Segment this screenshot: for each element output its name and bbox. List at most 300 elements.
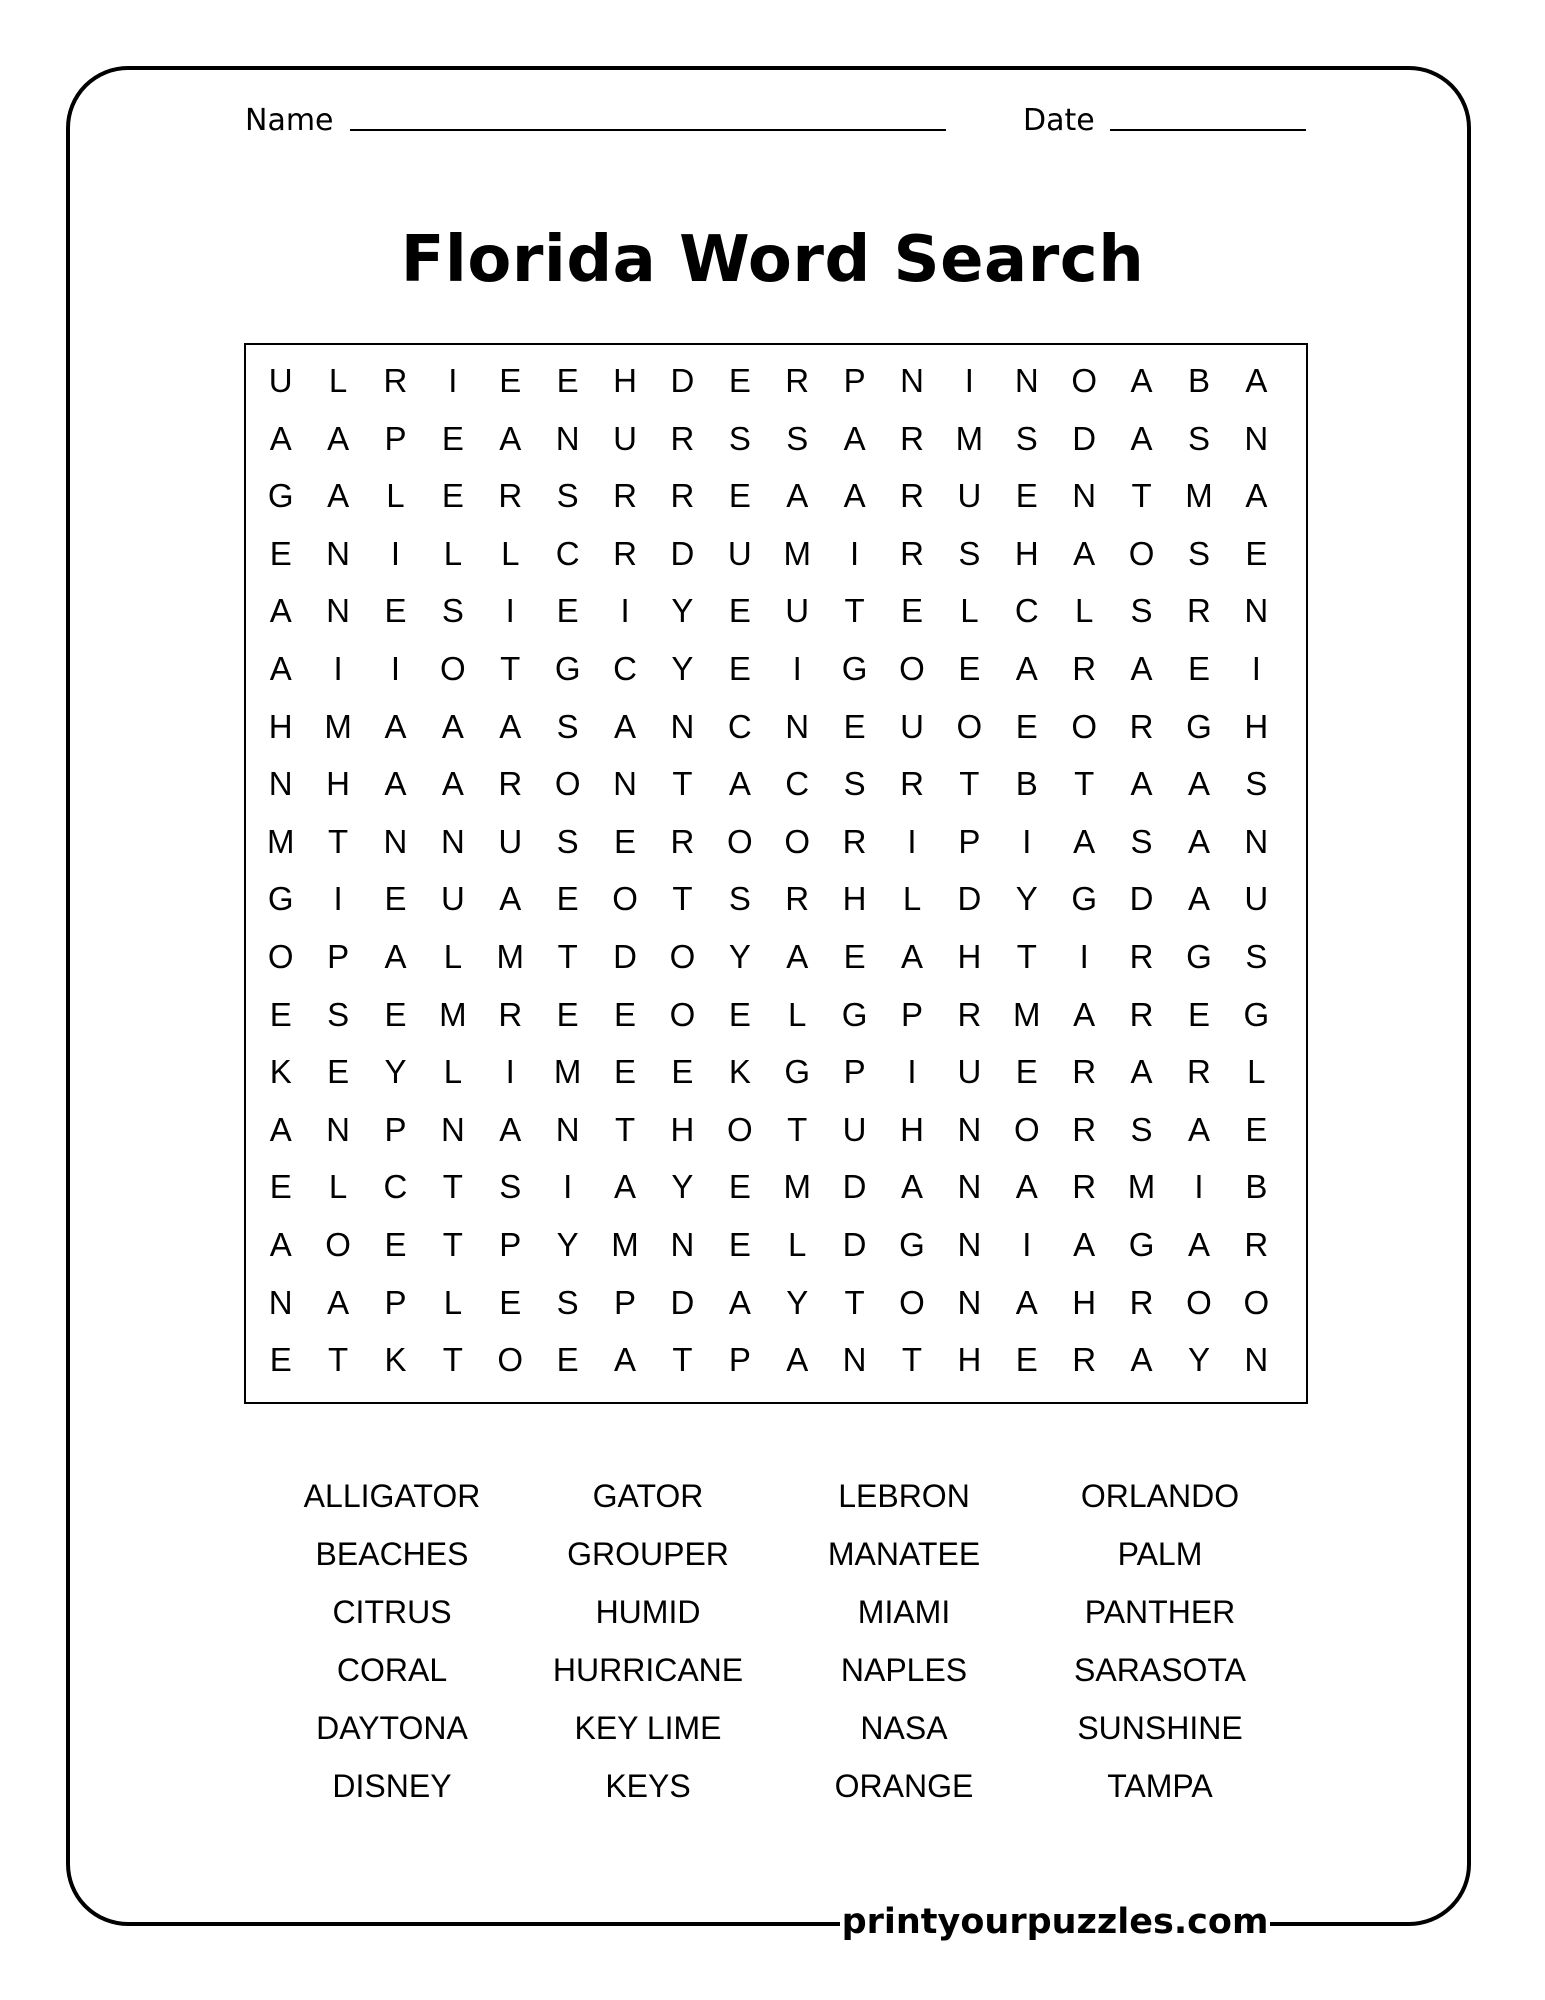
grid-cell[interactable]: A (269, 592, 292, 630)
grid-cell[interactable]: B (1015, 765, 1038, 803)
grid-cell[interactable]: N (900, 362, 924, 399)
grid-cell[interactable]: L (501, 534, 520, 572)
grid-cell[interactable]: D (957, 880, 982, 918)
grid-cell[interactable]: A (843, 477, 866, 515)
grid-cell[interactable]: G (1186, 707, 1212, 745)
grid-cell[interactable]: E (900, 592, 923, 630)
grid-cell[interactable]: S (1130, 592, 1153, 630)
grid-cell[interactable]: I (1022, 822, 1032, 860)
grid-cell[interactable]: G (1128, 1225, 1155, 1263)
grid-cell[interactable]: B (1187, 362, 1210, 399)
grid-cell[interactable]: R (900, 534, 924, 572)
grid-cell[interactable]: H (900, 1110, 924, 1148)
grid-cell[interactable]: D (1072, 419, 1097, 457)
grid-cell[interactable]: E (728, 649, 751, 687)
grid-cell[interactable]: K (384, 1341, 407, 1379)
grid-cell[interactable]: R (1072, 1341, 1097, 1379)
grid-cell[interactable]: Y (728, 937, 751, 975)
grid-cell[interactable]: A (441, 707, 464, 745)
grid-cell[interactable]: U (1244, 880, 1269, 918)
grid-cell[interactable]: N (957, 1110, 982, 1148)
grid-cell[interactable]: T (442, 1225, 463, 1263)
grid-cell[interactable]: T (672, 1341, 693, 1379)
grid-cell[interactable]: I (620, 592, 630, 630)
grid-cell[interactable]: D (670, 362, 695, 399)
grid-cell[interactable]: L (443, 1053, 463, 1091)
grid-cell[interactable]: A (1187, 1110, 1210, 1148)
grid-cell[interactable]: O (1128, 534, 1155, 572)
grid-cell[interactable]: R (1187, 1053, 1211, 1091)
grid-cell[interactable]: E (1245, 1110, 1268, 1148)
grid-cell[interactable]: S (1245, 937, 1268, 975)
grid-cell[interactable]: H (957, 1341, 982, 1379)
grid-cell[interactable]: N (785, 707, 810, 745)
grid-cell[interactable]: S (1130, 1110, 1153, 1148)
grid-cell[interactable]: R (900, 419, 924, 457)
grid-cell[interactable]: I (333, 880, 343, 918)
grid-cell[interactable]: T (614, 1110, 636, 1148)
grid-cell[interactable]: S (1130, 822, 1153, 860)
grid-cell[interactable]: D (670, 1283, 695, 1321)
grid-cell[interactable]: E (269, 534, 292, 572)
grid-cell[interactable]: A (1130, 419, 1153, 457)
grid-cell[interactable]: A (786, 1341, 809, 1379)
grid-cell[interactable]: R (1187, 592, 1211, 630)
grid-cell[interactable]: A (1015, 1168, 1038, 1206)
grid-cell[interactable]: U (957, 477, 982, 515)
grid-cell[interactable]: E (441, 419, 464, 457)
grid-cell[interactable]: L (960, 592, 979, 630)
grid-cell[interactable]: S (728, 419, 751, 457)
grid-cell[interactable]: H (613, 362, 637, 399)
grid-cell[interactable]: U (613, 419, 637, 457)
grid-cell[interactable]: A (1187, 1225, 1210, 1263)
grid-cell[interactable]: O (497, 1341, 524, 1379)
grid-cell[interactable]: E (1187, 649, 1210, 687)
grid-cell[interactable]: E (499, 362, 522, 399)
grid-cell[interactable]: B (1245, 1168, 1268, 1206)
grid-cell[interactable]: L (443, 937, 463, 975)
grid-cell[interactable]: C (1014, 592, 1039, 630)
grid-cell[interactable]: A (327, 1283, 350, 1321)
grid-cell[interactable]: R (1129, 707, 1154, 745)
grid-cell[interactable]: L (1247, 1053, 1266, 1091)
grid-cell[interactable]: T (959, 765, 980, 803)
grid-cell[interactable]: N (670, 1225, 695, 1263)
grid-cell[interactable]: T (844, 1283, 865, 1321)
grid-cell[interactable]: A (1187, 765, 1210, 803)
grid-cell[interactable]: E (1187, 995, 1210, 1033)
grid-cell[interactable]: U (498, 822, 523, 860)
grid-cell[interactable]: I (792, 649, 802, 687)
grid-cell[interactable]: E (556, 995, 579, 1033)
grid-cell[interactable]: S (1245, 765, 1268, 803)
grid-cell[interactable]: N (1014, 362, 1039, 399)
grid-cell[interactable]: O (726, 1110, 753, 1148)
grid-cell[interactable]: N (1244, 592, 1269, 630)
grid-cell[interactable]: E (556, 362, 579, 399)
grid-cell[interactable]: M (1185, 477, 1213, 515)
grid-cell[interactable]: E (556, 880, 579, 918)
grid-cell[interactable]: E (843, 937, 866, 975)
grid-cell[interactable]: C (555, 534, 580, 572)
grid-cell[interactable]: E (384, 995, 407, 1033)
grid-cell[interactable]: A (384, 937, 407, 975)
grid-cell[interactable]: S (728, 880, 751, 918)
grid-cell[interactable]: A (900, 1168, 923, 1206)
grid-cell[interactable]: S (499, 1168, 522, 1206)
grid-cell[interactable]: E (269, 1341, 292, 1379)
grid-cell[interactable]: M (783, 534, 811, 572)
grid-cell[interactable]: D (670, 534, 695, 572)
grid-cell[interactable]: T (1131, 477, 1152, 515)
grid-cell[interactable]: D (613, 937, 637, 975)
grid-cell[interactable]: M (324, 707, 352, 745)
grid-cell[interactable]: M (553, 1053, 582, 1091)
grid-cell[interactable]: L (328, 1168, 348, 1206)
grid-cell[interactable]: O (1186, 1283, 1212, 1321)
grid-cell[interactable]: T (328, 1341, 349, 1379)
grid-cell[interactable]: U (268, 362, 293, 399)
grid-cell[interactable]: A (1130, 765, 1153, 803)
grid-cell[interactable]: M (955, 419, 984, 457)
grid-cell[interactable]: K (728, 1053, 751, 1091)
grid-cell[interactable]: S (1015, 419, 1038, 457)
grid-cell[interactable]: O (726, 822, 753, 860)
grid-cell[interactable]: P (614, 1283, 637, 1321)
grid-cell[interactable]: A (327, 477, 350, 515)
grid-cell[interactable]: I (505, 592, 515, 630)
grid-cell[interactable]: M (439, 995, 467, 1033)
grid-cell[interactable]: A (1245, 477, 1268, 515)
grid-cell[interactable]: T (901, 1341, 923, 1379)
grid-cell[interactable]: U (842, 1110, 867, 1148)
grid-cell[interactable]: S (441, 592, 464, 630)
grid-cell[interactable]: C (785, 765, 810, 803)
grid-cell[interactable]: I (907, 822, 917, 860)
grid-cell[interactable]: S (327, 995, 350, 1033)
grid-cell[interactable]: R (670, 419, 695, 457)
grid-cell[interactable]: P (958, 822, 981, 860)
grid-cell[interactable]: Y (671, 592, 694, 630)
grid-cell[interactable]: R (613, 534, 637, 572)
grid-cell[interactable]: A (1245, 362, 1268, 399)
grid-cell[interactable]: A (1130, 362, 1153, 399)
grid-cell[interactable]: K (269, 1053, 292, 1091)
grid-cell[interactable]: N (957, 1283, 982, 1321)
grid-cell[interactable]: E (728, 592, 751, 630)
grid-cell[interactable]: Y (671, 1168, 694, 1206)
grid-cell[interactable]: H (1072, 1283, 1097, 1321)
grid-cell[interactable]: E (728, 995, 751, 1033)
grid-cell[interactable]: I (505, 1053, 515, 1091)
grid-cell[interactable]: G (1071, 880, 1097, 918)
grid-cell[interactable]: N (383, 822, 408, 860)
grid-cell[interactable]: O (1071, 362, 1097, 399)
grid-cell[interactable]: G (841, 995, 868, 1033)
grid-cell[interactable]: R (498, 477, 523, 515)
grid-cell[interactable]: N (440, 1110, 465, 1148)
grid-cell[interactable]: C (727, 707, 752, 745)
grid-cell[interactable]: O (669, 937, 696, 975)
grid-cell[interactable]: A (614, 1341, 637, 1379)
grid-cell[interactable]: P (384, 1283, 407, 1321)
grid-cell[interactable]: E (843, 707, 866, 745)
grid-cell[interactable]: N (440, 822, 465, 860)
grid-cell[interactable]: I (390, 649, 401, 687)
grid-cell[interactable]: O (899, 649, 925, 687)
grid-cell[interactable]: A (327, 419, 350, 457)
grid-cell[interactable]: R (498, 765, 523, 803)
grid-cell[interactable]: E (958, 649, 981, 687)
date-field[interactable] (1110, 129, 1306, 131)
grid-cell[interactable]: L (1074, 592, 1094, 630)
grid-cell[interactable]: A (900, 937, 923, 975)
grid-cell[interactable]: I (563, 1168, 573, 1206)
grid-cell[interactable]: A (843, 419, 866, 457)
grid-cell[interactable]: R (900, 765, 924, 803)
grid-cell[interactable]: T (787, 1110, 808, 1148)
grid-cell[interactable]: S (556, 822, 579, 860)
grid-cell[interactable]: I (333, 649, 343, 687)
grid-cell[interactable]: U (957, 1053, 982, 1091)
grid-cell[interactable]: Y (1187, 1341, 1210, 1379)
grid-cell[interactable]: E (384, 880, 407, 918)
grid-cell[interactable]: O (1243, 1283, 1270, 1321)
grid-cell[interactable]: E (614, 1053, 637, 1091)
grid-cell[interactable]: I (1022, 1225, 1032, 1263)
grid-cell[interactable]: A (269, 1225, 292, 1263)
grid-cell[interactable]: A (728, 1283, 751, 1321)
grid-cell[interactable]: N (1244, 419, 1269, 457)
grid-cell[interactable]: R (1072, 1053, 1097, 1091)
grid-cell[interactable]: A (499, 419, 522, 457)
grid-cell[interactable]: G (554, 649, 581, 687)
grid-cell[interactable]: A (441, 765, 464, 803)
grid-cell[interactable]: N (1072, 477, 1097, 515)
grid-cell[interactable]: R (613, 477, 637, 515)
grid-cell[interactable]: Y (671, 649, 694, 687)
grid-cell[interactable]: A (1073, 1225, 1096, 1263)
grid-cell[interactable]: L (443, 534, 463, 572)
grid-cell[interactable]: R (785, 362, 810, 399)
grid-cell[interactable]: S (843, 765, 866, 803)
grid-cell[interactable]: E (384, 1225, 407, 1263)
grid-cell[interactable]: A (1130, 1053, 1153, 1091)
grid-cell[interactable]: G (841, 649, 868, 687)
grid-cell[interactable]: R (957, 995, 982, 1033)
grid-cell[interactable]: A (1073, 822, 1096, 860)
grid-cell[interactable]: T (442, 1168, 463, 1206)
grid-cell[interactable]: N (326, 592, 350, 630)
grid-cell[interactable]: R (900, 477, 924, 515)
grid-cell[interactable]: O (899, 1283, 925, 1321)
grid-cell[interactable]: Y (556, 1225, 579, 1263)
grid-cell[interactable]: M (266, 822, 295, 860)
grid-cell[interactable]: R (498, 995, 523, 1033)
grid-cell[interactable]: T (328, 822, 349, 860)
grid-cell[interactable]: L (902, 880, 922, 918)
grid-cell[interactable]: N (268, 1283, 293, 1321)
grid-cell[interactable]: N (326, 1110, 350, 1148)
grid-cell[interactable]: E (728, 477, 751, 515)
grid-cell[interactable]: R (1129, 937, 1154, 975)
grid-cell[interactable]: E (1015, 1341, 1038, 1379)
grid-cell[interactable]: A (1130, 649, 1153, 687)
grid-cell[interactable]: O (784, 822, 811, 860)
grid-cell[interactable]: E (269, 995, 292, 1033)
grid-cell[interactable]: A (269, 649, 292, 687)
grid-cell[interactable]: A (786, 477, 809, 515)
grid-cell[interactable]: A (786, 937, 809, 975)
grid-cell[interactable]: A (614, 707, 637, 745)
grid-cell[interactable]: U (727, 534, 752, 572)
grid-cell[interactable]: T (672, 880, 693, 918)
grid-cell[interactable]: L (788, 995, 807, 1033)
grid-cell[interactable]: E (1015, 707, 1038, 745)
grid-cell[interactable]: T (500, 649, 521, 687)
grid-cell[interactable]: E (441, 477, 464, 515)
grid-cell[interactable]: P (900, 995, 923, 1033)
grid-cell[interactable]: T (1074, 765, 1095, 803)
grid-cell[interactable]: M (1013, 995, 1041, 1033)
grid-cell[interactable]: P (728, 1341, 751, 1379)
grid-cell[interactable]: E (556, 1341, 579, 1379)
grid-cell[interactable]: R (670, 477, 695, 515)
grid-cell[interactable]: S (786, 419, 809, 457)
grid-cell[interactable]: C (383, 1168, 408, 1206)
grid-cell[interactable]: A (1015, 649, 1038, 687)
grid-cell[interactable]: R (1072, 1110, 1097, 1148)
grid-cell[interactable]: A (384, 707, 407, 745)
grid-cell[interactable]: L (443, 1283, 463, 1321)
grid-cell[interactable]: G (1186, 937, 1212, 975)
grid-cell[interactable]: A (499, 880, 522, 918)
grid-cell[interactable]: E (614, 822, 637, 860)
grid-cell[interactable]: N (1244, 1341, 1269, 1379)
grid-cell[interactable]: H (670, 1110, 695, 1148)
grid-cell[interactable]: R (1129, 995, 1154, 1033)
grid-cell[interactable]: E (556, 592, 579, 630)
grid-cell[interactable]: E (269, 1168, 292, 1206)
grid-cell[interactable]: N (670, 707, 695, 745)
grid-cell[interactable]: R (1129, 1283, 1154, 1321)
grid-cell[interactable]: I (1079, 937, 1089, 975)
grid-cell[interactable]: A (384, 765, 407, 803)
name-field[interactable] (350, 129, 946, 131)
grid-cell[interactable]: E (728, 1225, 751, 1263)
grid-cell[interactable]: S (1187, 419, 1210, 457)
grid-cell[interactable]: N (555, 1110, 580, 1148)
grid-cell[interactable]: R (670, 822, 695, 860)
grid-cell[interactable]: A (614, 1168, 637, 1206)
grid-cell[interactable]: E (728, 362, 751, 399)
grid-cell[interactable]: R (1072, 649, 1097, 687)
grid-cell[interactable]: R (1072, 1168, 1097, 1206)
grid-cell[interactable]: I (964, 362, 974, 399)
grid-cell[interactable]: O (440, 649, 466, 687)
grid-cell[interactable]: A (1130, 1341, 1153, 1379)
grid-cell[interactable]: N (268, 765, 293, 803)
grid-cell[interactable]: H (1244, 707, 1269, 745)
grid-cell[interactable]: L (788, 1225, 807, 1263)
grid-cell[interactable]: P (499, 1225, 522, 1263)
grid-cell[interactable]: U (900, 707, 924, 745)
grid-cell[interactable]: O (956, 707, 983, 745)
grid-cell[interactable]: S (556, 707, 579, 745)
grid-cell[interactable]: A (1187, 822, 1210, 860)
grid-cell[interactable]: E (728, 1168, 751, 1206)
grid-cell[interactable]: A (269, 419, 292, 457)
grid-cell[interactable]: S (556, 1283, 579, 1321)
grid-cell[interactable]: D (842, 1225, 867, 1263)
grid-cell[interactable]: L (328, 362, 348, 399)
grid-cell[interactable]: I (907, 1053, 917, 1091)
grid-cell[interactable]: N (842, 1341, 867, 1379)
grid-cell[interactable]: G (784, 1053, 811, 1091)
grid-cell[interactable]: I (1194, 1168, 1204, 1206)
grid-cell[interactable]: N (613, 765, 637, 803)
grid-cell[interactable]: S (958, 534, 981, 572)
grid-cell[interactable]: T (672, 765, 693, 803)
grid-cell[interactable]: T (1016, 937, 1037, 975)
grid-cell[interactable]: O (267, 937, 294, 975)
grid-cell[interactable]: A (269, 1110, 292, 1148)
grid-cell[interactable]: G (899, 1225, 925, 1263)
grid-cell[interactable]: N (326, 534, 350, 572)
grid-cell[interactable]: T (844, 592, 865, 630)
grid-cell[interactable]: A (1187, 880, 1210, 918)
grid-cell[interactable]: T (557, 937, 578, 975)
grid-cell[interactable]: I (390, 534, 401, 572)
grid-cell[interactable]: N (555, 419, 580, 457)
grid-cell[interactable]: A (499, 707, 522, 745)
grid-cell[interactable]: P (843, 1053, 866, 1091)
grid-cell[interactable]: Y (786, 1283, 809, 1321)
grid-cell[interactable]: H (842, 880, 867, 918)
grid-cell[interactable]: P (327, 937, 350, 975)
grid-cell[interactable]: A (1015, 1283, 1038, 1321)
grid-cell[interactable]: O (554, 765, 581, 803)
grid-cell[interactable]: P (843, 362, 866, 399)
grid-cell[interactable]: D (1129, 880, 1154, 918)
grid-cell[interactable]: G (1243, 995, 1270, 1033)
grid-cell[interactable]: L (386, 477, 405, 515)
grid-cell[interactable]: S (556, 477, 579, 515)
grid-cell[interactable]: N (957, 1168, 982, 1206)
grid-cell[interactable]: M (496, 937, 524, 975)
grid-cell[interactable]: Y (1015, 880, 1038, 918)
grid-cell[interactable]: M (611, 1225, 639, 1263)
grid-cell[interactable]: R (1244, 1225, 1269, 1263)
grid-cell[interactable]: U (785, 592, 810, 630)
grid-cell[interactable]: O (325, 1225, 351, 1263)
grid-cell[interactable]: N (1244, 822, 1269, 860)
grid-cell[interactable]: Y (384, 1053, 407, 1091)
grid-cell[interactable]: U (440, 880, 465, 918)
grid-cell[interactable]: O (669, 995, 696, 1033)
grid-cell[interactable]: O (1071, 707, 1097, 745)
grid-cell[interactable]: H (1014, 534, 1039, 572)
grid-cell[interactable]: O (612, 880, 638, 918)
grid-cell[interactable]: I (448, 362, 458, 399)
grid-cell[interactable]: A (1073, 995, 1096, 1033)
grid-cell[interactable]: P (384, 419, 407, 457)
grid-cell[interactable]: I (1251, 649, 1261, 687)
grid-cell[interactable]: D (842, 1168, 867, 1206)
grid-cell[interactable]: G (267, 477, 294, 515)
grid-cell[interactable]: M (1127, 1168, 1156, 1206)
